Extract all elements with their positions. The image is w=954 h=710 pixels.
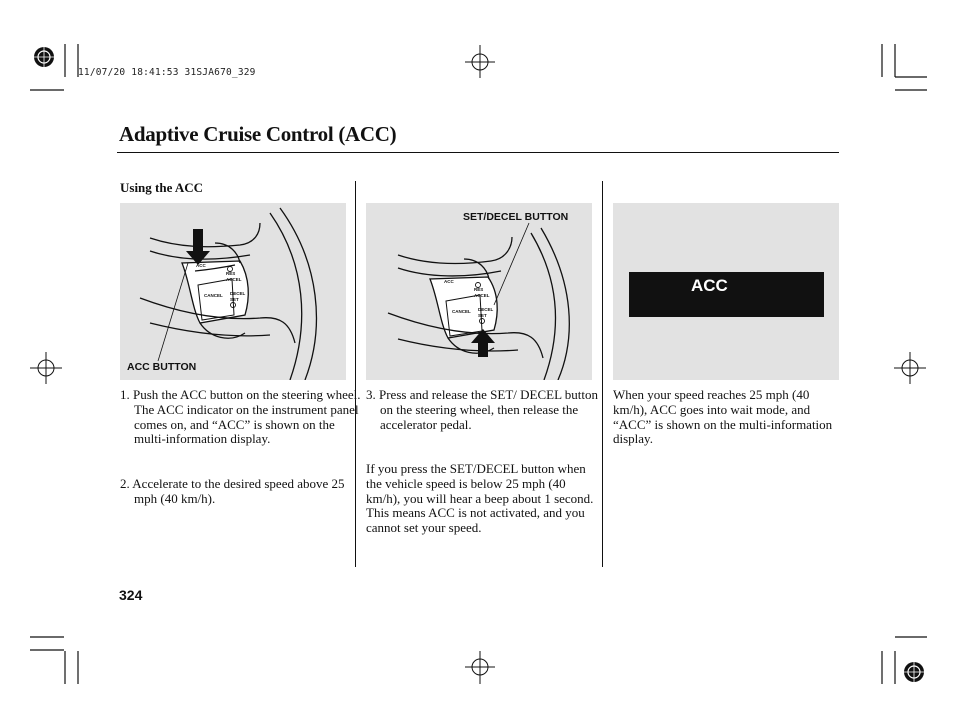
set-decel-button-callout: SET/DECEL BUTTON [463,211,569,223]
switch-label-decel: DECEL [230,291,246,296]
set-decel-note: If you press the SET/DECEL button when the vehicle speed is below 25 mph (40 km/h), you will hear a beep about 1 second. This means ACC is not activated, and you cannot set your speed. [366,461,594,536]
switch-label-acc-2: ACC [444,279,454,284]
section-heading: Using the ACC [120,180,204,195]
switch-label-accel-2: ACCEL [474,293,490,298]
switch-label-acc: ACC [196,263,206,268]
title-divider [117,152,839,153]
figure-set-decel-button [366,203,592,380]
acc-button-callout: ACC BUTTON [127,361,197,373]
figure-multi-info-display [613,203,839,380]
switch-label-accel: ACCEL [226,277,242,282]
page-title: Adaptive Cruise Control (ACC) [119,122,397,146]
column-divider-2 [602,181,603,567]
page-number: 324 [119,587,143,603]
switch-label-set: SET [230,297,239,302]
print-timestamp: 11/07/20 18:41:53 31SJA670_329 [78,67,256,78]
switch-label-cancel-2: CANCEL [452,309,471,314]
switch-label-set-2: SET [478,313,487,318]
figure-acc-button [120,203,346,380]
switch-label-res: RES [226,271,236,276]
step-3: 3. Press and release the SET/ DECEL button on the steering wheel, then release the accelerator pedal. [366,387,599,432]
wait-mode-text: When your speed reaches 25 mph (40 km/h), ACC goes into wait mode, and “ACC” is shown on the multi-information display. [613,387,833,447]
registration-target-bottom-right [900,658,928,686]
switch-label-res-2: RES [474,287,484,292]
step-2: 2. Accelerate to the desired speed above 25 mph (40 km/h). [120,476,345,506]
switch-label-decel-2: DECEL [478,307,494,312]
column-divider-1 [355,181,356,567]
steering-wheel-illustration-2 [366,203,592,380]
acc-display-text: ACC [691,276,728,295]
switch-label-cancel: CANCEL [204,293,223,298]
step-1: 1. Push the ACC button on the steering wheel. The ACC indicator on the instrument panel comes on, and “ACC” is shown on the multi-information display. [120,387,361,447]
registration-target-top-left [30,43,58,71]
multi-information-display [629,272,824,317]
steering-wheel-illustration [120,203,346,380]
